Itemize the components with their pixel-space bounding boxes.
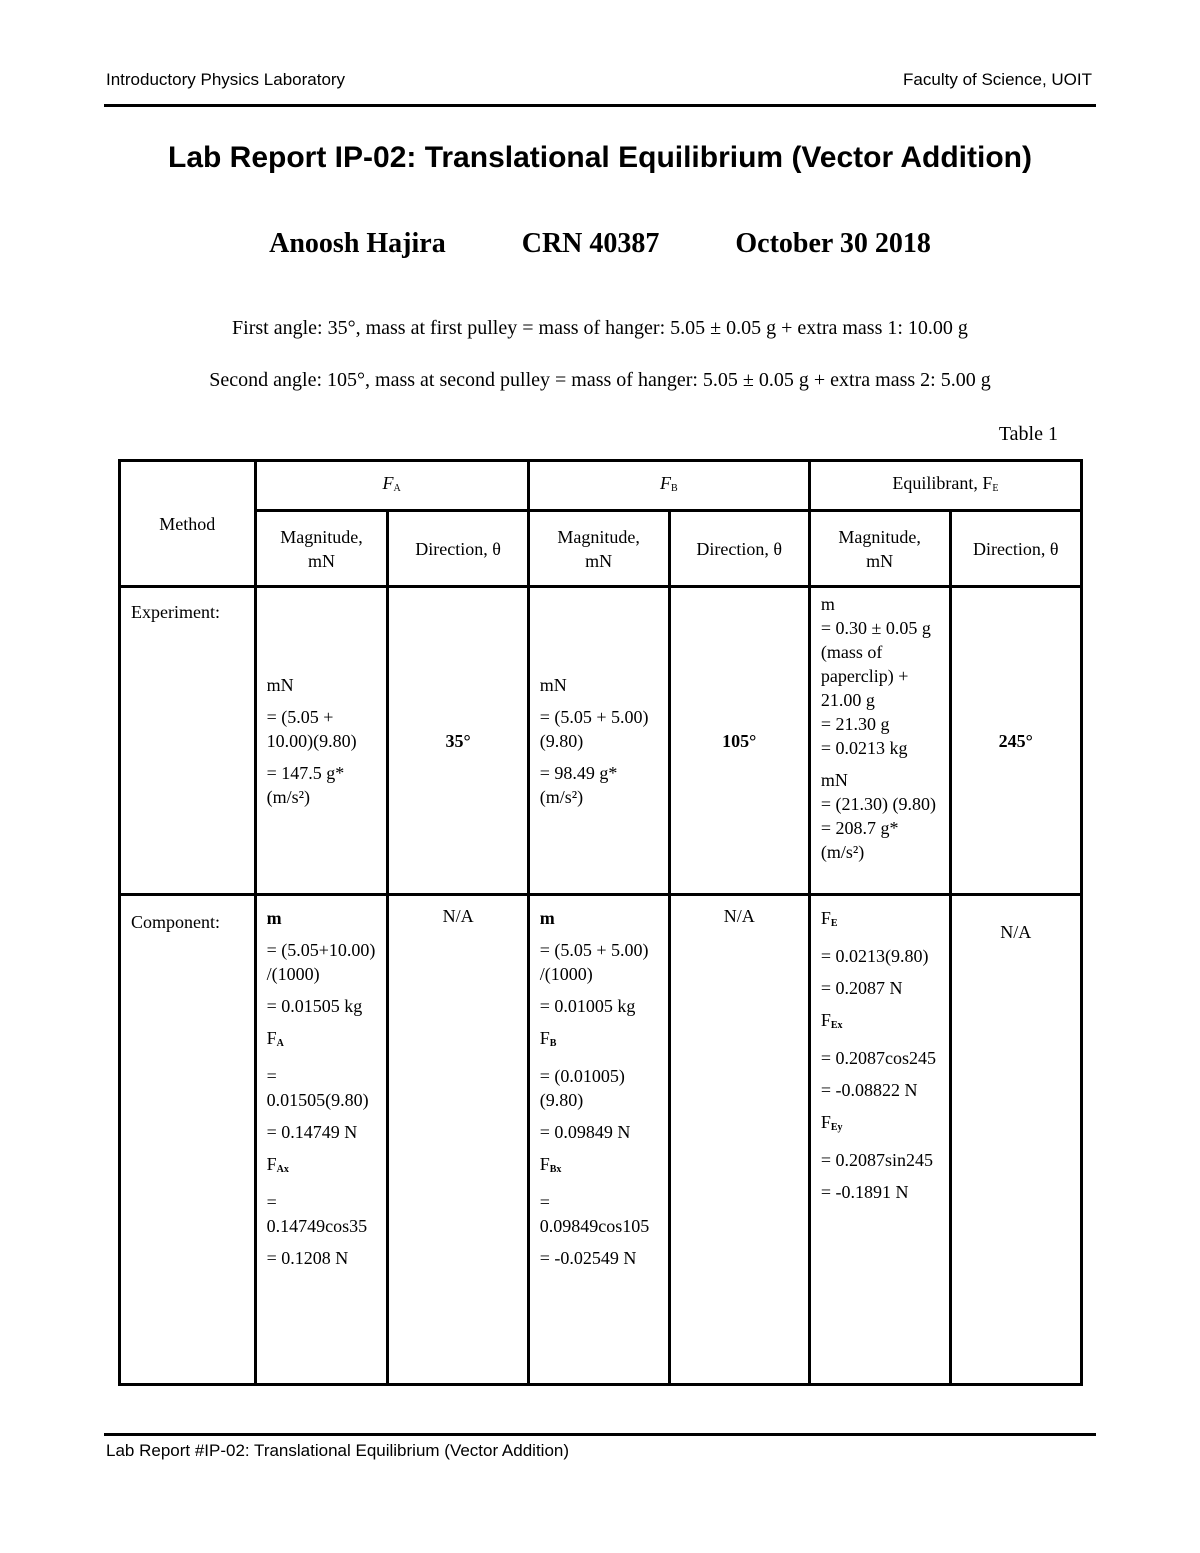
page-title: Lab Report IP-02: Translational Equilibrium (Vector Addition)	[168, 141, 1032, 174]
crn: CRN 40387	[521, 228, 660, 259]
fa-header: $F_A$	[255, 461, 528, 511]
table-header-row	[120, 461, 1082, 511]
header-rule	[104, 104, 1096, 107]
fa-component-magnitude: m = (5.05+10.00) /(1000) = 0.01505 kg $F_A$ = 0.01505(9.80) = 0.14749 N $F_{Ax}$ = 0.14749cos35 = 0.1208 N	[255, 895, 388, 1385]
fe-component-direction: N/A	[950, 895, 1081, 1385]
method-header: Method	[120, 461, 256, 587]
fa-direction-header: Direction, θ	[388, 511, 528, 587]
fa-experiment-direction: 35°	[388, 587, 528, 895]
experiment-row	[120, 587, 1082, 895]
fe-header: Equilibrant, $F_E$	[809, 461, 1081, 511]
header-faculty: Faculty of Science, UOIT	[903, 70, 1092, 89]
fa-experiment-magnitude: mN = (5.05 + 10.00)(9.80) = 147.5 g*(m/s²)	[255, 587, 388, 895]
fb-experiment-magnitude: mN = (5.05 + 5.00)(9.80) = 98.49 g*(m/s²)	[528, 587, 669, 895]
fb-experiment-direction: 105°	[669, 587, 809, 895]
info-first-angle: First angle: 35°, mass at first pulley = mass of hanger: 5.05 ± 0.05 g + extra mass 1: 10.00 g	[232, 317, 968, 339]
footer-text: Lab Report #IP-02: Translational Equilibrium (Vector Addition)	[106, 1441, 570, 1460]
fe-magnitude-header: Magnitude, mN	[809, 511, 950, 587]
header-course: Introductory Physics Laboratory	[106, 70, 346, 89]
fb-header: $F_B$	[528, 461, 809, 511]
report-date: October 30 2018	[735, 228, 931, 259]
results-table	[118, 459, 1083, 1386]
fa-magnitude-header: Magnitude, mN	[255, 511, 388, 587]
footer-rule	[104, 1433, 1096, 1436]
fb-component-direction: N/A	[669, 895, 809, 1385]
experiment-label: Experiment:	[120, 587, 256, 895]
table-caption: Table 1	[998, 423, 1058, 445]
fb-component-magnitude: m = (5.05 + 5.00) /(1000) = 0.01005 kg $F_B$ = (0.01005) (9.80) = 0.09849 N $F_{Bx}$ = 0.09849cos105 = -0.02549 N	[528, 895, 669, 1385]
info-second-angle: Second angle: 105°, mass at second pulley = mass of hanger: 5.05 ± 0.05 g + extra mass 2: 5.00 g	[209, 369, 991, 391]
fe-component-magnitude: $F_E$ = 0.0213(9.80) = 0.2087 N $F_{Ex}$ = 0.2087cos245 = -0.08822 N $F_{Ey}$ = 0.2087sin245 = -0.1891 N	[809, 895, 950, 1385]
fe-experiment-magnitude: m = 0.30 ± 0.05 g (mass of paperclip) + 21.00 g = 21.30 g = 0.0213 kg mN = (21.30) (9.80) = 208.7 g*(m/s²)	[809, 587, 950, 895]
fb-direction-header: Direction, θ	[669, 511, 809, 587]
fb-magnitude-header: Magnitude, mN	[528, 511, 669, 587]
component-row	[120, 895, 1082, 1385]
table-subheader-row	[120, 511, 1082, 587]
fe-direction-header: Direction, θ	[950, 511, 1081, 587]
author-name: Anoosh Hajira	[269, 228, 446, 259]
fa-component-direction: N/A	[388, 895, 528, 1385]
component-label: Component:	[120, 895, 256, 1385]
fe-experiment-direction: 245°	[950, 587, 1081, 895]
byline	[0, 228, 1200, 260]
